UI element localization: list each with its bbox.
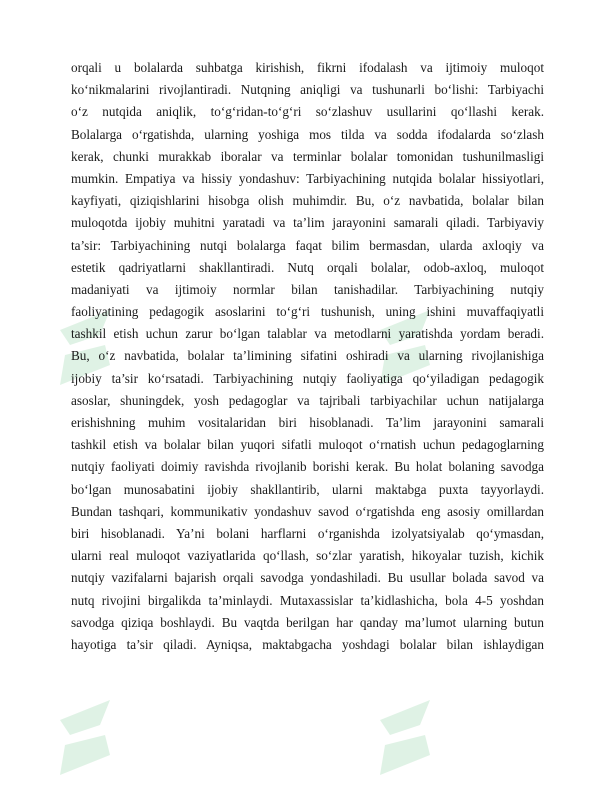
text-line: Bundan tashqari, kommunikativ yondashuv savod o‘rgatishda eng asosiy omillardan bbox=[71, 503, 544, 519]
text-line: estetik qadriyatlarni shakllantiradi. Nutq orqali bolalar, odob-axloq, muloqot bbox=[71, 259, 544, 275]
text-line: savodga qiziqa boshlaydi. Bu vaqtda berilgan har qanday ma’lumot ularning butun bbox=[71, 614, 544, 630]
dollar-watermark-icon bbox=[40, 690, 130, 790]
text-line: ta’sir: Tarbiyachining nutqi bolalarga faqat bilim bermasdan, ularda axloqiy va bbox=[71, 237, 544, 253]
text-line: o‘z nutqida aniqlik, to‘g‘ridan-to‘g‘ri so‘zlashuv usullarini qo‘llashi kerak. bbox=[71, 104, 544, 120]
text-line: faoliyatining pedagogik asoslarini to‘g‘ri tushunish, uning ishini muvaffaqiyatli bbox=[71, 304, 544, 320]
text-line: hayotiga ta’sir qiladi. Ayniqsa, maktabgacha yoshdagi bolalar bilan ishlaydigan bbox=[71, 636, 544, 652]
text-line: mumkin. Empatiya va hissiy yondashuv: Tarbiyachining nutqida bolalar hissiyotlari, bbox=[71, 170, 544, 186]
text-line: nutqiy vazifalarni bajarish orqali savodga yondashiladi. Bu usullar bolada savod va bbox=[71, 570, 544, 586]
text-line: madaniyati va ijtimoiy normlar bilan tanishadilar. Tarbiyachining nutqiy bbox=[71, 281, 544, 297]
text-line: ularni real muloqot vaziyatlarida qo‘llash, so‘zlar yaratish, hikoyalar tuzish, kichik bbox=[71, 548, 544, 564]
body-paragraph bbox=[71, 57, 544, 656]
text-line: bo‘lgan munosabatini ijobiy shakllantirib, ularni maktabga puxta tayyorlaydi. bbox=[71, 481, 544, 497]
dollar-watermark-icon bbox=[360, 690, 450, 790]
text-line: Bu, o‘z navbatida, bolalar ta’limining sifatini oshiradi va ularning rivojlanishiga bbox=[71, 348, 544, 364]
text-line: nutq rivojini birgalikda ta’minlaydi. Mutaxassislar ta’kidlashicha, bola 4-5 yoshdan bbox=[71, 592, 544, 608]
text-line: asoslar, shuningdek, yosh pedagoglar va tajribali tarbiyachilar uchun natijalarga bbox=[71, 392, 544, 408]
text-line: tashkil etish uchun zarur bo‘lgan talablar va metodlarni yaratishda yordam beradi. bbox=[71, 326, 544, 342]
text-line: Bolalarga o‘rgatishda, ularning yoshiga mos tilda va sodda ifodalarda so‘zlash bbox=[71, 126, 544, 142]
text-line: tashkil etish va bolalar bilan yuqori sifatli muloqot o‘rnatish uchun pedagoglarning bbox=[71, 437, 544, 453]
text-line: nutqiy faoliyati doimiy ravishda rivojlanib borishi kerak. Bu holat bolaning savodga bbox=[71, 459, 544, 475]
text-line: orqali u bolalarda suhbatga kirishish, fikrni ifodalash va ijtimoiy muloqot bbox=[71, 60, 544, 75]
text-line: ko‘nikmalarini rivojlantiradi. Nutqning aniqligi va tushunarli bo‘lishi: Tarbiyachi bbox=[71, 82, 544, 98]
text-line: kerak, chunki murakkab iboralar va terminlar bolalar tomonidan tushunilmasligi bbox=[71, 148, 544, 164]
text-line: kayfiyati, qiziqishlarini hisobga olish muhimdir. Bu, o‘z navbatida, bolalar bilan bbox=[71, 193, 544, 209]
text-line: biri hisoblanadi. Ya’ni bolani harflarni o‘rganishda izolyatsiyalab qo‘ymasdan, bbox=[71, 525, 544, 541]
text-line: erishishning muhim vositalaridan biri hisoblanadi. Ta’lim jarayonini samarali bbox=[71, 415, 544, 430]
text-line: muloqotda ijobiy muhitni yaratadi va ta’lim jarayonini samarali qiladi. Tarbiyaviy bbox=[71, 215, 544, 231]
text-line: ijobiy ta’sir ko‘rsatadi. Tarbiyachining nutqiy faoliyatiga qo‘yiladigan pedagogik bbox=[71, 370, 544, 386]
